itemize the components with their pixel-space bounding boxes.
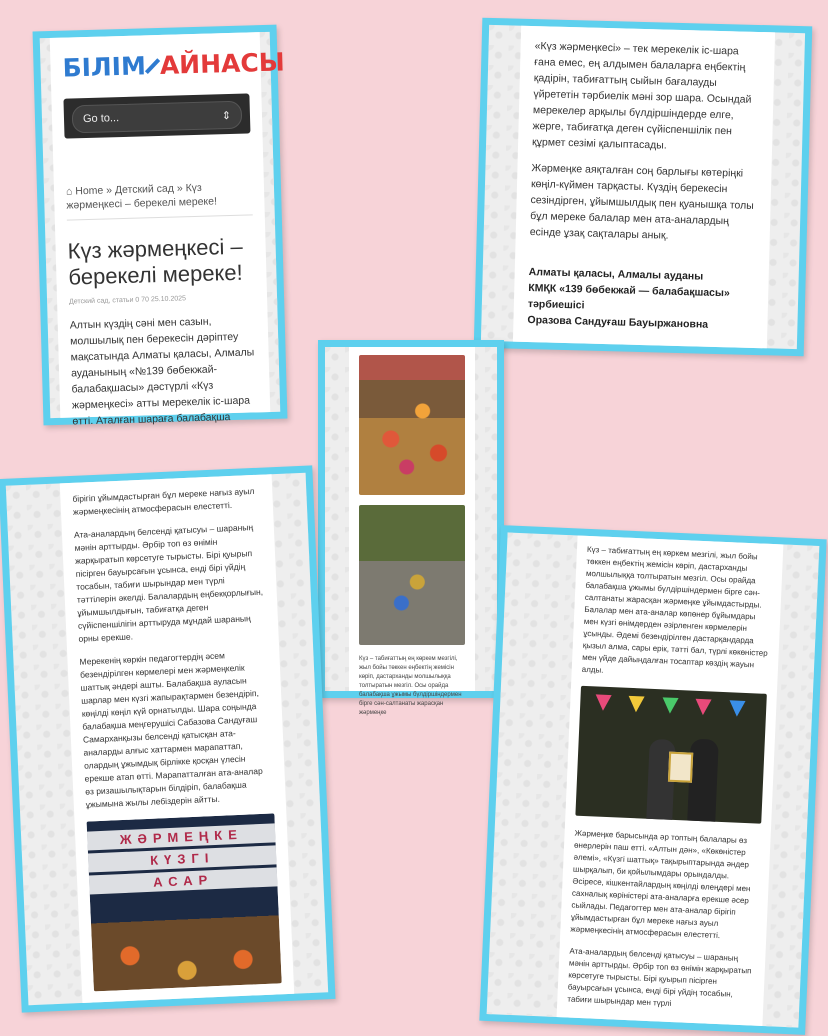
signature-line: Алматы қаласы, Алмалы ауданы	[528, 266, 704, 283]
article-paragraph: «Күз жәрмеңкесі» – тек мерекелік іс-шара ғана емес, ең алдымен балаларға еңбектің қадірін, табиғаттың сыйын бағалауды үйрететін тәрбиелік мәні зор шара. Осындай мерекелер арқылы бүлдіршіндерде елге, жерге, табиғатқа деген сүйіспеншілік пен құрмет сезімі қалыптасады.	[531, 40, 752, 152]
screenshot-card-photos	[318, 340, 504, 716]
certificate-shape	[668, 752, 693, 783]
article-paragraph: бірігіп ұйымдастырған бұл мереке нағыз ауыл жәрмеңкесінің атмосферасын елестетті.	[72, 485, 255, 517]
fair-photo[interactable]	[359, 355, 465, 495]
chevron-updown-icon: ⇕	[221, 109, 232, 122]
article-paragraph: Күз – табиғаттың ең көркем мезгілі, жыл бойы төккен еңбектің жемісін көріп, дастарханды молшылыққа толтыратын мезгіл. Осы орайда балабақша ұжымы бүлдіршіндермен бірге сән-салтанаты жарасқан жәрмеңке ұйымдастырды. Балалар мен ата-аналар көпөнер бұйымдары мен күзгі өнімдерден әзірленген көрмелерін ұсынды. Әдемі безендірілген дастарқандарда қызыл алма, сары ерік, тәтті бал, түрлі көкөністер мен үйде дайындалған тосаптар көздің жауын алды.	[581, 544, 768, 675]
breadcrumb	[66, 179, 253, 220]
page-title: Күз жәрмеңкесі – берекелі мереке!	[67, 233, 244, 290]
article-paragraph: Ата-аналардың белсенді қатысуы – шараның мәнін арттырды. Әрбір топ өз өнімін жарқыратып көрсетуге тырысты. Бірі қуырып пісірген бауырсағын ұсынса, енді бірі үйдің тосабын, табиғи шырындар мен түрлі тәттілерін әкелді. Балалардың еңбекқорлығын, ұйымшылдығын, табиғатқа деген сүйіспеншілігін арттыруда мұндай шараның орны ерекше.	[73, 522, 264, 644]
navigation-bar	[63, 93, 250, 138]
article-paragraph: Жәрмеңке барысында әр топтың балалары өз өнерлерін паш етті. «Алтын дән», «Көкөністер әлемі», «Күзгі шаттық» тақырыптарында әндер шырқалып, би қойылымдары орындалды. Әсіресе, кішкентайлардың көңілді өлеңдері мен сахналық көріністері ата-аналарға ерекше әсер сыйлады. Педагогтер мен ата-аналар бірігіп ұйымдастырған бұл мереке нағыз ауыл жәрмеңкесінің атмосферасын елестетті.	[570, 828, 751, 941]
photo-caption: Күз – табиғаттың ең көркем мезгілі, жыл бойы төккен еңбектің жемісін көріп, дастарханды молшылыққа толтыратын мезгіл. Осы орайда балабақша ұжымы бүлдіршіндермен бірге сән-салтанаты жарасқан жәрмеңке	[359, 656, 462, 716]
site-logo[interactable]	[62, 47, 286, 83]
page-background	[40, 32, 286, 428]
page-background	[487, 532, 820, 1027]
breadcrumb-text[interactable]: Home » Детский сад » Күз жәрмеңкесі – берекелі мереке!	[66, 181, 218, 212]
banner-text: КҮЗГІ	[88, 845, 277, 872]
page-background	[6, 473, 328, 1006]
content-column	[349, 347, 475, 716]
logo-text-ainasy: АЙНАСЫ	[159, 47, 286, 80]
content-column	[557, 535, 784, 1026]
article-paragraph: Ата-аналардың белсенді қатысуы – шараның мәнін арттырды. Әрбір топ өз өнімін жарқыратып көрсетуге тырысты. Бірі қуырып пісірген бауырсағын ұсынса, енді бірі үйдің тосабын, табиғи шырындар мен түрлі	[567, 946, 752, 1009]
content-column	[513, 26, 775, 349]
content-column	[50, 32, 286, 428]
signature-line: КМҚК «139 бөбекжай — балабақшасы» тәрбиешісі	[527, 282, 730, 312]
fair-photo[interactable]	[87, 813, 282, 991]
fair-photo[interactable]	[359, 505, 465, 645]
signature-line: Оразова Сандуғаш Бауыржановна	[527, 314, 709, 331]
page-background	[325, 347, 497, 716]
logo-text-bilim: БІЛІМ	[62, 51, 147, 83]
screenshot-card-article-ending	[474, 18, 813, 357]
banner-text: АСАР	[89, 867, 278, 894]
screenshot-card-article-photo	[479, 525, 826, 1035]
screenshot-card-article-header	[33, 25, 288, 426]
author-signature	[527, 264, 755, 334]
bunting-flag-icon	[595, 694, 612, 711]
bunting-flag-icon	[628, 696, 645, 713]
page-background	[481, 25, 805, 349]
article-paragraph: Мерекенің көркін педагогтердің әсем безендірілген көрмелері мен жәрмеңкелік шаттық әндері ашты. Балабақша ауласын шарлар мен күзгі жапырақтармен безендіріп, көңілді көңіл күй орнатылды. Шара соңында балабақша меңгерушісі Сабазова Сандуғаш Самарханқызы белсенді қатысқан ата-аналарды алғыс хаттармен марапаттап, олардың ұжымдық бірлікке қосқан үлесін ерекше атап өтті. Марапатталған ата-аналар өз ризашылықтарын білдіріп, балабақша ұжымына жылы лебіздерін айтты.	[79, 650, 263, 810]
article-paragraph: Жәрмеңке аяқталған соң барлығы көтеріңкі көңіл-күймен тарқасты. Күздің берекесін сезіндірген, ұйымшылдық пен қуанышқа толы бұл мереке балалар мен ата-аналардың есінде ұзақ сақталары анық.	[529, 162, 754, 242]
post-meta: Детский сад, статьи 0 70 25.10.2025	[69, 295, 187, 306]
home-icon: ⌂	[65, 185, 76, 198]
content-column	[60, 474, 294, 1003]
bunting-flag-icon	[662, 697, 679, 714]
banner-text: ЖӘРМЕҢКЕ	[87, 823, 276, 850]
award-photo[interactable]	[575, 686, 766, 824]
bunting-flag-icon	[729, 700, 746, 717]
screenshot-card-article-middle	[0, 465, 335, 1012]
goto-select-label: Go to...	[82, 112, 120, 126]
bunting-flag-icon	[695, 699, 712, 716]
article-intro: Алтын күздің сәні мен сазын, молшылық пен берекесін дәріптеу мақсатында Алматы қаласы, Алмалы ауданының «№139 бөбекжай-балабақшасы» дәстүрлі «Күз жәрмеңкесі» атты мерекелік іс-шара өтті. Аталған шараға балабақша	[69, 315, 255, 428]
goto-select[interactable]	[72, 101, 243, 134]
logo-diamond-icon	[145, 58, 160, 74]
